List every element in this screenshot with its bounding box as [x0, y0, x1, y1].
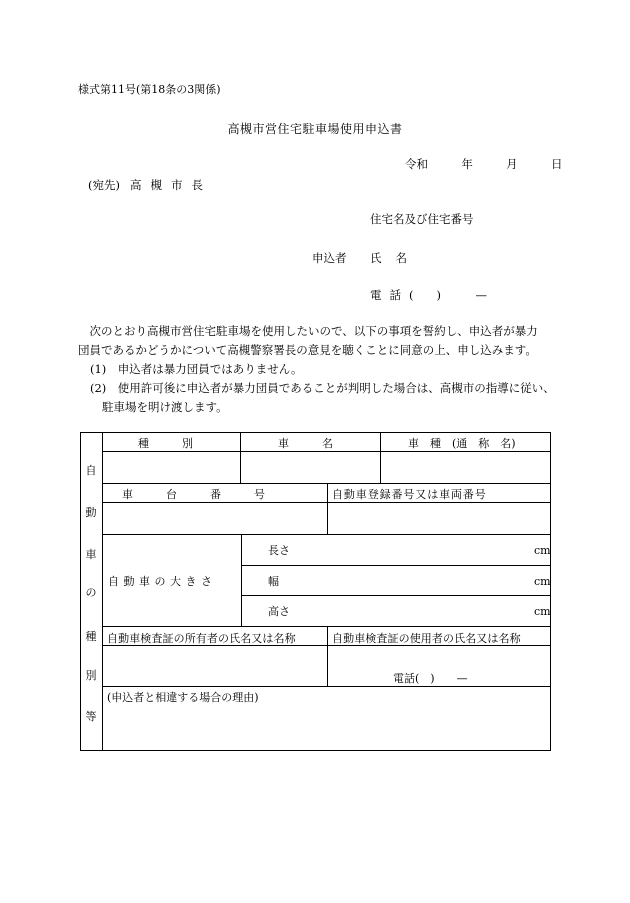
- user-phone: 電話( ) —: [393, 672, 468, 685]
- col-chassis-header: 車 台 番 号: [122, 488, 265, 501]
- applicant-label: 申込者: [312, 251, 347, 265]
- length-label: 長さ: [268, 544, 290, 557]
- addressee: [88, 177, 212, 193]
- date-day: 日: [550, 157, 563, 171]
- date-month: 月: [506, 157, 518, 171]
- pledge-intro-line1: 次のとおり高槻市営住宅駐車場を使用したいので、以下の事項を誓約し、申込者が暴力: [89, 324, 538, 338]
- phone-label: 電話: [370, 288, 409, 302]
- pledge-item1: (1) 申込者は暴力団員ではありません。: [90, 362, 303, 376]
- col-car-name-header: 車 名: [278, 437, 333, 450]
- side-label-char: 別: [85, 669, 97, 682]
- width-label: 幅: [268, 575, 279, 588]
- residence-label: 住宅名及び住宅番号: [370, 212, 474, 226]
- owner-label: 自動車検査証の所有者の氏名又は名称: [107, 632, 296, 645]
- type-field[interactable]: [103, 452, 240, 483]
- car-name-field[interactable]: [241, 452, 380, 483]
- side-label-char: 自: [85, 464, 97, 477]
- registration-number-field[interactable]: [328, 503, 550, 534]
- addressee-prefix: (宛先): [88, 178, 120, 192]
- length-unit: cm: [534, 544, 551, 557]
- chassis-number-field[interactable]: [103, 503, 327, 534]
- pledge-item2-line2: 駐車場を明け渡します。: [102, 400, 228, 414]
- name-label: 氏名: [370, 251, 421, 265]
- side-label-char: 動: [85, 506, 97, 519]
- col-type-header: 種 別: [138, 437, 193, 450]
- side-label-char: 車: [85, 548, 97, 561]
- width-unit: cm: [534, 575, 551, 588]
- height-unit: cm: [534, 605, 551, 618]
- side-label-char: の: [85, 586, 97, 599]
- date-line: [405, 156, 562, 172]
- addressee-name: 高槻市長: [129, 178, 212, 192]
- vehicle-table: [80, 432, 551, 751]
- page-title: 高槻市営住宅駐車場使用申込書: [227, 122, 403, 136]
- col-model-header: 車 種 (通 称 名): [408, 437, 516, 450]
- model-field[interactable]: [381, 452, 550, 483]
- height-label: 高さ: [268, 605, 290, 618]
- size-label: 自 動 車 の 大 き さ: [108, 575, 213, 588]
- pledge-text: [78, 322, 558, 417]
- date-era: 令和: [405, 157, 428, 171]
- side-label-char: 等: [85, 710, 97, 723]
- side-label-char: 種: [85, 630, 97, 643]
- pledge-intro-line2: 団員であるかどうかについて高槻警察署長の意見を聴くことに同意の上、申し込みます。: [78, 343, 537, 357]
- phone-line: [370, 287, 487, 303]
- phone-format: ( ) —: [409, 288, 487, 302]
- pledge-item2-line1: (2) 使用許可後に申込者が暴力団員であることが判明した場合は、高槻市の指導に従い、: [90, 381, 555, 395]
- col-registration-header: 自動車登録番号又は車両番号: [332, 488, 487, 501]
- user-label: 自動車検査証の使用者の氏名又は名称: [332, 632, 521, 645]
- reason-label: (申込者と相違する場合の理由): [107, 691, 259, 704]
- owner-name-field[interactable]: [103, 646, 327, 686]
- date-year: 年: [461, 157, 473, 171]
- form-id: 様式第11号(第18条の3関係): [78, 83, 221, 96]
